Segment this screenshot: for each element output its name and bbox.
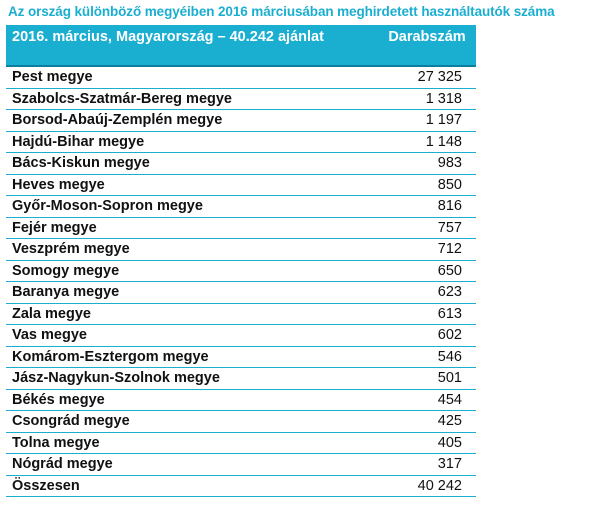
county-name: Szabolcs-Szatmár-Bereg megye — [6, 88, 378, 110]
table-row — [6, 454, 476, 476]
table-title: Az ország különböző megyéiben 2016 márciusában meghirdetett használtautók száma — [8, 4, 555, 19]
county-name: Fejér megye — [6, 217, 378, 239]
table-row — [6, 217, 476, 239]
county-count: 425 — [378, 411, 476, 433]
county-count: 983 — [378, 153, 476, 175]
county-name: Heves megye — [6, 174, 378, 196]
county-count: 1 197 — [378, 110, 476, 132]
county-count: 405 — [378, 432, 476, 454]
table-row — [6, 66, 476, 88]
table-row — [6, 153, 476, 175]
county-name: Békés megye — [6, 389, 378, 411]
county-count: 816 — [378, 196, 476, 218]
county-name: Csongrád megye — [6, 411, 378, 433]
table-row — [6, 346, 476, 368]
county-count: 27 325 — [378, 66, 476, 88]
table-row — [6, 131, 476, 153]
county-count: 623 — [378, 282, 476, 304]
county-count: 650 — [378, 260, 476, 282]
county-count: 602 — [378, 325, 476, 347]
header-count: Darabszám — [378, 25, 476, 66]
county-name: Baranya megye — [6, 282, 378, 304]
table-row — [6, 325, 476, 347]
county-name: Nógrád megye — [6, 454, 378, 476]
total-label: Összesen — [6, 475, 378, 497]
table-row — [6, 389, 476, 411]
county-name: Borsod-Abaúj-Zemplén megye — [6, 110, 378, 132]
county-count: 1 148 — [378, 131, 476, 153]
county-table — [6, 25, 476, 497]
county-count: 757 — [378, 217, 476, 239]
header-county: 2016. március, Magyarország – 40.242 ajánlat — [6, 25, 378, 66]
table-row — [6, 239, 476, 261]
total-row — [6, 475, 476, 497]
table-row — [6, 368, 476, 390]
county-name: Komárom-Esztergom megye — [6, 346, 378, 368]
county-name: Győr-Moson-Sopron megye — [6, 196, 378, 218]
county-count: 850 — [378, 174, 476, 196]
table-row — [6, 174, 476, 196]
county-count: 317 — [378, 454, 476, 476]
table-row — [6, 196, 476, 218]
county-name: Somogy megye — [6, 260, 378, 282]
county-count: 613 — [378, 303, 476, 325]
county-count: 501 — [378, 368, 476, 390]
county-name: Vas megye — [6, 325, 378, 347]
county-name: Zala megye — [6, 303, 378, 325]
table-row — [6, 303, 476, 325]
county-name: Hajdú-Bihar megye — [6, 131, 378, 153]
total-count: 40 242 — [378, 475, 476, 497]
county-name: Pest megye — [6, 66, 378, 88]
county-count: 1 318 — [378, 88, 476, 110]
county-count: 454 — [378, 389, 476, 411]
county-name: Jász-Nagykun-Szolnok megye — [6, 368, 378, 390]
table-row — [6, 110, 476, 132]
table-row — [6, 88, 476, 110]
header-row — [6, 25, 476, 66]
table-row — [6, 411, 476, 433]
table-row — [6, 282, 476, 304]
county-count: 546 — [378, 346, 476, 368]
county-name: Bács-Kiskun megye — [6, 153, 378, 175]
county-count: 712 — [378, 239, 476, 261]
table-row — [6, 432, 476, 454]
table-row — [6, 260, 476, 282]
county-name: Tolna megye — [6, 432, 378, 454]
county-name: Veszprém megye — [6, 239, 378, 261]
